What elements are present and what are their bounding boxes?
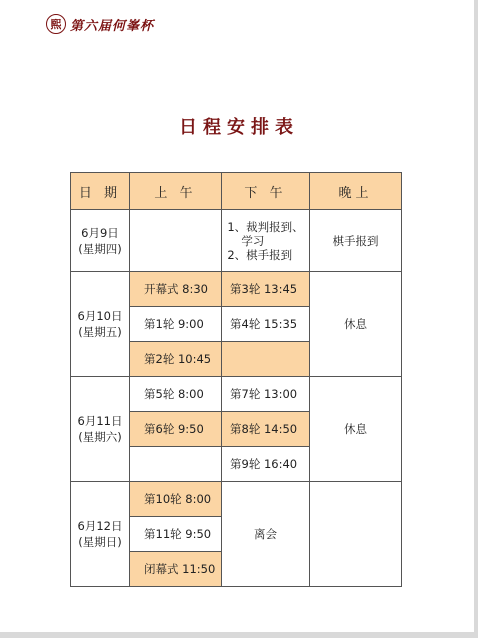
page-title: 日程安排表 xyxy=(179,117,299,138)
logo-seal-icon: 熙 xyxy=(46,14,66,34)
morning-cell: 第10轮 8:00 xyxy=(130,482,222,517)
date-cell xyxy=(71,482,130,587)
morning-cell xyxy=(130,210,222,272)
date-cell xyxy=(71,210,130,272)
evening-cell: 休息 xyxy=(310,377,402,482)
weekday-label: (星期日) xyxy=(78,535,122,549)
date-cell xyxy=(71,377,130,482)
header-date: 日 期 xyxy=(71,173,130,210)
schedule-line: 2、棋手报到 xyxy=(227,247,293,262)
morning-cell xyxy=(130,447,222,482)
weekday-label: (星期六) xyxy=(78,430,122,444)
afternoon-cell: 第4轮 15:35 xyxy=(222,307,310,342)
morning-cell: 第2轮 10:45 xyxy=(130,342,222,377)
page-edge-right xyxy=(474,0,478,638)
page-edge-bottom xyxy=(0,632,478,638)
header-morning: 上 午 xyxy=(130,173,222,210)
date-label: 6月12日 xyxy=(77,519,123,533)
date-label: 6月11日 xyxy=(77,414,123,428)
date-label: 6月10日 xyxy=(77,309,123,323)
event-logo-text: 第六届何峯杯 xyxy=(70,19,155,34)
schedule-line: 学习 xyxy=(241,233,265,248)
table-header-row xyxy=(71,173,402,210)
schedule-line: 1、裁判报到、 xyxy=(227,219,304,234)
evening-cell xyxy=(310,482,402,587)
schedule-table xyxy=(70,172,402,587)
evening-cell: 休息 xyxy=(310,272,402,377)
afternoon-cell: 第9轮 16:40 xyxy=(222,447,310,482)
morning-cell: 第1轮 9:00 xyxy=(130,307,222,342)
header-afternoon: 下 午 xyxy=(222,173,310,210)
date-label: 6月9日 xyxy=(81,225,119,240)
evening-cell: 棋手报到 xyxy=(310,210,402,272)
morning-cell: 开幕式 8:30 xyxy=(130,272,222,307)
afternoon-cell: 第7轮 13:00 xyxy=(222,377,310,412)
table-row xyxy=(71,210,402,272)
morning-cell: 第6轮 9:50 xyxy=(130,412,222,447)
afternoon-cell xyxy=(222,210,310,272)
weekday-label: (星期四) xyxy=(78,241,122,256)
table-row xyxy=(71,482,402,517)
date-cell xyxy=(71,272,130,377)
weekday-label: (星期五) xyxy=(78,325,122,339)
morning-cell: 第5轮 8:00 xyxy=(130,377,222,412)
table-row xyxy=(71,272,402,307)
table-row xyxy=(71,377,402,412)
afternoon-cell: 离会 xyxy=(222,482,310,587)
morning-cell: 第11轮 9:50 xyxy=(130,517,222,552)
morning-cell: 闭幕式 11:50 xyxy=(130,552,222,587)
afternoon-cell xyxy=(222,342,310,377)
afternoon-cell: 第3轮 13:45 xyxy=(222,272,310,307)
afternoon-cell: 第8轮 14:50 xyxy=(222,412,310,447)
header-evening: 晚上 xyxy=(310,173,402,210)
